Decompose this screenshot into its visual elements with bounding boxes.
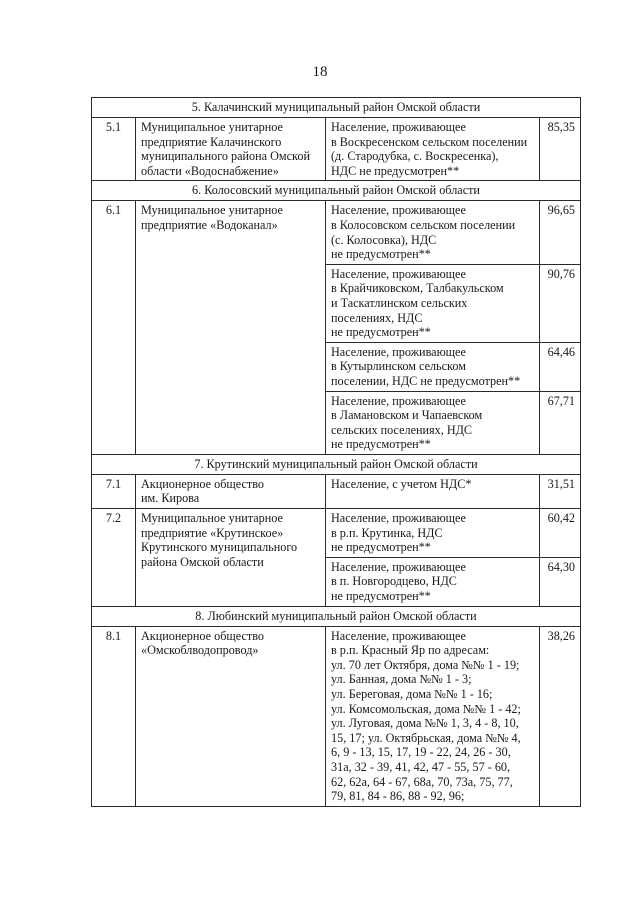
section-header-row <box>92 606 581 626</box>
organization-name: Акционерное общество им. Кирова <box>136 474 326 508</box>
consumer-category: Население, проживающее в р.п. Красный Яр по адресам: ул. 70 лет Октября, дома №№ 1 - 19; ул. Банная, дома №№ 1 - 3; ул. Береговая, дома №№ 1 - 16; ул. Комсомольская, дома №№ 1 - 42; ул. Луговая, дома №№ 1, 3, 4 - 8, 10, 15, 17; ул. Октябрьская, дома №№ 4, 6, 9 - 13, 15, 17, 19 - 22, 24, 26 - 30, 31а, 32 - 39, 41, 42, 47 - 55, 57 - 60, 62, 62а, 64 - 67, 68а, 70, 73а, 75, 77, 79, 81, 84 - 86, 88 - 92, 96; <box>326 626 540 806</box>
organization-name: Муниципальное унитарное предприятие Калачинского муниципального района Омской области «Водоснабжение» <box>136 118 326 181</box>
section-header-row <box>92 454 581 474</box>
row-number: 5.1 <box>92 118 136 181</box>
consumer-category: Население, проживающее в р.п. Крутинка, НДС не предусмотрен** <box>326 509 540 558</box>
page-number: 18 <box>312 64 328 80</box>
row-number: 8.1 <box>92 626 136 806</box>
table-row <box>92 509 581 558</box>
section-header-row <box>92 181 581 201</box>
tariff-value: 64,30 <box>540 557 581 606</box>
table-row <box>92 201 581 264</box>
row-number: 7.1 <box>92 474 136 508</box>
section-title: 7. Крутинский муниципальный район Омской области <box>92 454 581 474</box>
organization-name: Муниципальное унитарное предприятие «Водоканал» <box>136 201 326 455</box>
consumer-category: Население, проживающее в Кутырлинском сельском поселении, НДС не предусмотрен** <box>326 342 540 391</box>
tariff-value: 67,71 <box>540 391 581 454</box>
tariff-value: 85,35 <box>540 118 581 181</box>
consumer-category: Население, проживающее в Ламановском и Чапаевском сельских поселениях, НДС не предусмотрен** <box>326 391 540 454</box>
consumer-category: Население, с учетом НДС* <box>326 474 540 508</box>
tariff-value: 38,26 <box>540 626 581 806</box>
tariff-value: 64,46 <box>540 342 581 391</box>
tariff-value: 96,65 <box>540 201 581 264</box>
tariff-table <box>91 97 581 807</box>
consumer-category: Население, проживающее в Воскресенском сельском поселении (д. Стародубка, с. Воскресенка), НДС не предусмотрен** <box>326 118 540 181</box>
row-number: 6.1 <box>92 201 136 455</box>
table-row <box>92 626 581 806</box>
table-row <box>92 474 581 508</box>
section-title: 5. Калачинский муниципальный район Омской области <box>92 98 581 118</box>
section-title: 6. Колосовский муниципальный район Омской области <box>92 181 581 201</box>
tariff-value: 90,76 <box>540 264 581 342</box>
row-number: 7.2 <box>92 509 136 607</box>
organization-name: Акционерное общество «Омскоблводопровод» <box>136 626 326 806</box>
tariff-value: 31,51 <box>540 474 581 508</box>
section-title: 8. Любинский муниципальный район Омской области <box>92 606 581 626</box>
consumer-category: Население, проживающее в п. Новгородцево, НДС не предусмотрен** <box>326 557 540 606</box>
tariff-value: 60,42 <box>540 509 581 558</box>
consumer-category: Население, проживающее в Крайчиковском, Талбакульском и Таскатлинском сельских поселениях, НДС не предусмотрен** <box>326 264 540 342</box>
consumer-category: Население, проживающее в Колосовском сельском поселении (с. Колосовка), НДС не предусмотрен** <box>326 201 540 264</box>
section-header-row <box>92 98 581 118</box>
table-row <box>92 118 581 181</box>
organization-name: Муниципальное унитарное предприятие «Крутинское» Крутинского муниципального района Омской области <box>136 509 326 607</box>
